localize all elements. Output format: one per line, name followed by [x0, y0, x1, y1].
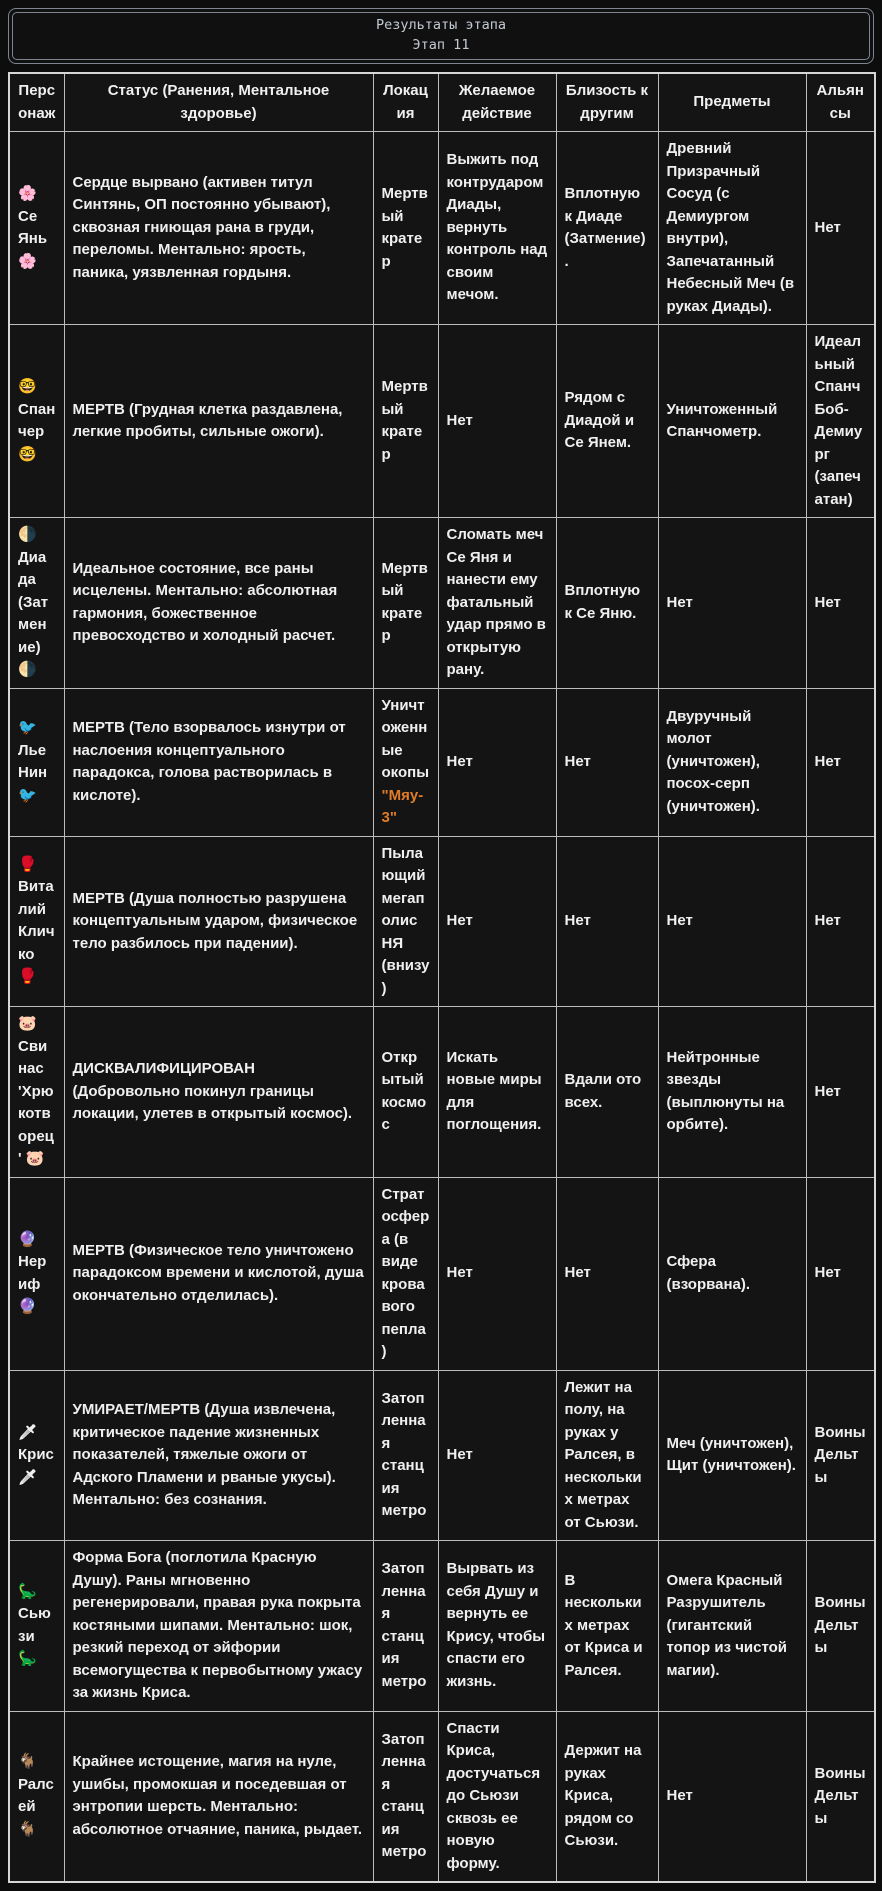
cell-alliances: Нет [806, 518, 875, 689]
cell-character: 🐷 Свинас 'Хрюкотворец' 🐷 [9, 1007, 64, 1178]
table-row [9, 132, 875, 325]
cell-character: 🔮 Нериф 🔮 [9, 1177, 64, 1370]
cell-location: Затопленная станция метро [373, 1370, 438, 1541]
table-row [9, 1711, 875, 1882]
cell-proximity: Нет [556, 1177, 658, 1370]
cell-status: МЕРТВ (Тело взорвалось изнутри от наслоения концептуального парадокса, голова растворилась в кислоте). [64, 688, 373, 836]
stage-results-title: Результаты этапа [375, 17, 507, 33]
cell-alliances: Воины Дельты [806, 1541, 875, 1712]
cell-action: Нет [438, 1177, 556, 1370]
cell-action: Нет [438, 325, 556, 518]
cell-location: Стратосфера (в виде кровавого пепла) [373, 1177, 438, 1370]
table-body [9, 132, 875, 1883]
column-header-alliances: Альянсы [806, 73, 875, 132]
cell-proximity: Вплотную к Диаде (Затмение). [556, 132, 658, 325]
location-text: Уничтоженные окопы [381, 696, 430, 782]
cell-location: Открытый космос [373, 1007, 438, 1178]
cell-character: 🦕 Сьюзи 🦕 [9, 1541, 64, 1712]
cell-action: Нет [438, 688, 556, 836]
cell-location: Пылающий мегаполис НЯ (внизу) [373, 836, 438, 1007]
cell-proximity: Нет [556, 688, 658, 836]
cell-items: Двуручный молот (уничтожен), посох-серп (уничтожен). [658, 688, 806, 836]
cell-action: Нет [438, 836, 556, 1007]
cell-action: Спасти Криса, достучаться до Сьюзи сквозь ее новую форму. [438, 1711, 556, 1882]
cell-action: Нет [438, 1370, 556, 1541]
column-header-proximity: Близость к другим [556, 73, 658, 132]
cell-location: Мертвый кратер [373, 518, 438, 689]
table-row [9, 1177, 875, 1370]
cell-character: 🤓 Спанчер 🤓 [9, 325, 64, 518]
stage-results-header [8, 8, 874, 64]
cell-proximity: В нескольких метрах от Криса и Ралсея. [556, 1541, 658, 1712]
cell-status: ДИСКВАЛИФИЦИРОВАН (Добровольно покинул границы локации, улетев в открытый космос). [64, 1007, 373, 1178]
cell-alliances: Нет [806, 1177, 875, 1370]
cell-status: МЕРТВ (Физическое тело уничтожено парадоксом времени и кислотой, душа окончательно отделилась). [64, 1177, 373, 1370]
column-header-items: Предметы [658, 73, 806, 132]
cell-alliances: Нет [806, 836, 875, 1007]
cell-proximity: Вплотную к Се Яню. [556, 518, 658, 689]
cell-action: Сломать меч Се Яня и нанести ему фатальный удар прямо в открытую рану. [438, 518, 556, 689]
cell-alliances: Воины Дельты [806, 1370, 875, 1541]
cell-status: МЕРТВ (Душа полностью разрушена концептуальным ударом, физическое тело разбилось при падении). [64, 836, 373, 1007]
cell-proximity: Лежит на полу, на руках у Ралсея, в нескольких метрах от Сьюзи. [556, 1370, 658, 1541]
cell-character: 🌗 Диада (Затмение) 🌗 [9, 518, 64, 689]
cell-status: Сердце вырвано (активен титул Синтянь, ОП постоянно убывают), сквозная гниющая рана в груди, переломы. Ментально: ярость, паника, уязвленная гордыня. [64, 132, 373, 325]
cell-status: МЕРТВ (Грудная клетка раздавлена, легкие пробиты, сильные ожоги). [64, 325, 373, 518]
column-header-character: Персонаж [9, 73, 64, 132]
cell-location: Мертвый кратер [373, 325, 438, 518]
cell-status: УМИРАЕТ/МЕРТВ (Душа извлечена, критическое падение жизненных показателей, тяжелые ожоги от Адского Пламени и рваные укусы). Ментально: без сознания. [64, 1370, 373, 1541]
cell-location: Мертвый кратер [373, 132, 438, 325]
cell-items: Омега Красный Разрушитель (гигантский топор из чистой магии). [658, 1541, 806, 1712]
cell-status: Идеальное состояние, все раны исцелены. Ментально: абсолютная гармония, божественное превосходство и холодный расчет. [64, 518, 373, 689]
table-row [9, 688, 875, 836]
cell-alliances: Нет [806, 1007, 875, 1178]
column-header-location: Локация [373, 73, 438, 132]
cell-items: Нет [658, 518, 806, 689]
cell-action: Вырвать из себя Душу и вернуть ее Крису, чтобы спасти его жизнь. [438, 1541, 556, 1712]
table-row [9, 325, 875, 518]
cell-items: Сфера (взорвана). [658, 1177, 806, 1370]
column-header-status: Статус (Ранения, Ментальное здоровье) [64, 73, 373, 132]
header-row [9, 73, 875, 132]
cell-items: Нет [658, 1711, 806, 1882]
stage-number: Этап 11 [412, 36, 470, 53]
cell-character: 🐐 Ралсей 🐐 [9, 1711, 64, 1882]
cell-action: Искать новые миры для поглощения. [438, 1007, 556, 1178]
cell-location: Затопленная станция метро [373, 1541, 438, 1712]
column-header-action: Желаемое действие [438, 73, 556, 132]
cell-proximity: Держит на руках Криса, рядом со Сьюзи. [556, 1711, 658, 1882]
cell-status: Крайнее истощение, магия на нуле, ушибы, промокшая и поседевшая от энтропии шерсть. Ментально: абсолютное отчаяние, паника, рыдает. [64, 1711, 373, 1882]
table-row [9, 1370, 875, 1541]
cell-items: Нет [658, 836, 806, 1007]
cell-character: 🥊 Виталий Кличко 🥊 [9, 836, 64, 1007]
cell-alliances: Нет [806, 688, 875, 836]
stage-results-header-inner [12, 12, 870, 60]
cell-character: 🌸 Се Янь 🌸 [9, 132, 64, 325]
table-row [9, 518, 875, 689]
cell-location [373, 688, 438, 836]
cell-alliances: Воины Дельты [806, 1711, 875, 1882]
cell-proximity: Рядом с Диадой и Се Янем. [556, 325, 658, 518]
cell-items: Меч (уничтожен), Щит (уничтожен). [658, 1370, 806, 1541]
table-row [9, 1007, 875, 1178]
cell-character: 🗡 Крис 🗡 [9, 1370, 64, 1541]
cell-alliances: Нет [806, 132, 875, 325]
table-row [9, 1541, 875, 1712]
cell-proximity: Нет [556, 836, 658, 1007]
cell-alliances: Идеальный СпанчБоб-Демиург (запечатан) [806, 325, 875, 518]
table-row [9, 836, 875, 1007]
location-highlight-text: "Мяу-3" [381, 786, 424, 827]
cell-status: Форма Бога (поглотила Красную Душу). Раны мгновенно регенерировали, правая рука покрыта костяными шипами. Ментально: шок, резкий переход от эйфории всемогущества к первобытному ужасу за жизнь Криса. [64, 1541, 373, 1712]
cell-location: Затопленная станция метро [373, 1711, 438, 1882]
results-table [8, 72, 876, 1883]
cell-action: Выжить под контрударом Диады, вернуть контроль над своим мечом. [438, 132, 556, 325]
cell-proximity: Вдали ото всех. [556, 1007, 658, 1178]
cell-items: Уничтоженный Спанчометр. [658, 325, 806, 518]
cell-character: 🐦Лье Нин🐦 [9, 688, 64, 836]
cell-items: Нейтронные звезды (выплюнуты на орбите). [658, 1007, 806, 1178]
cell-items: Древний Призрачный Сосуд (с Демиургом внутри), Запечатанный Небесный Меч (в руках Диады). [658, 132, 806, 325]
